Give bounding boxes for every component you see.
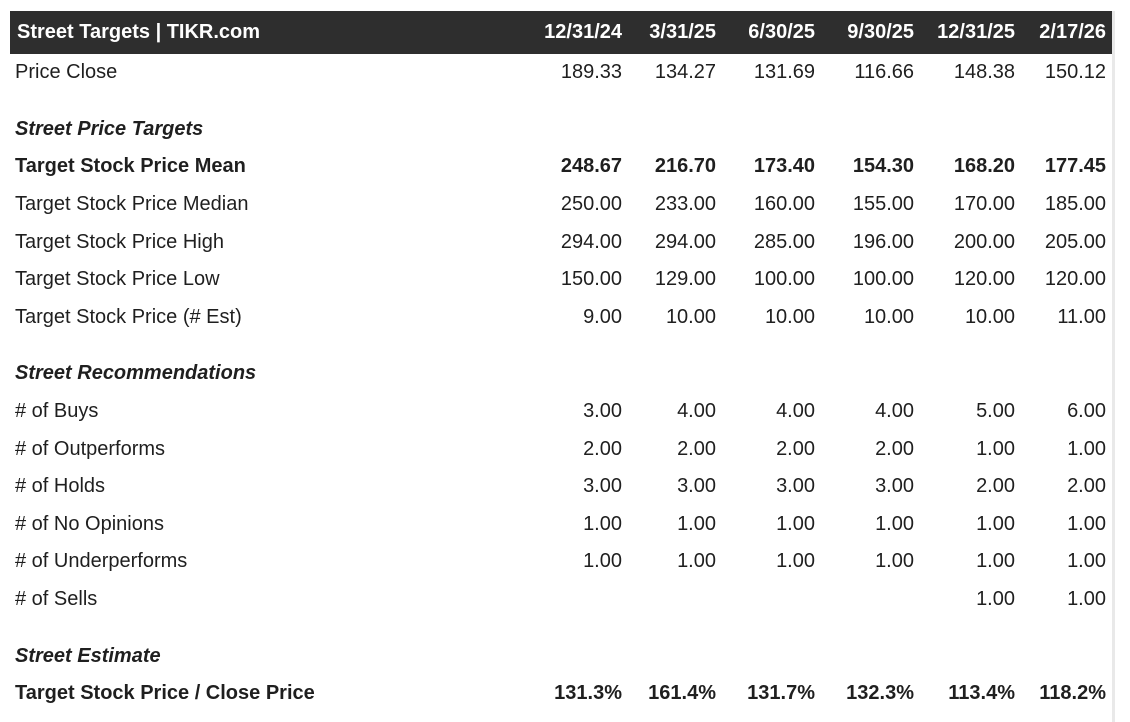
column-header-date[interactable]: 3/31/25 [649,21,716,43]
table-cell: 1.00 [776,512,815,535]
table-cell: 177.45 [1044,155,1106,178]
spacer-row [10,92,1112,111]
table-cell: 3.00 [677,475,716,498]
row-label: # of No Opinions [15,512,164,535]
row-label: # of Sells [15,588,98,611]
table-cell: 2.00 [583,437,622,460]
table-cell: 173.40 [753,155,815,178]
table-cell: 2.00 [976,475,1015,498]
table-cell: 1.00 [1067,512,1106,535]
row-label: # of Outperforms [15,437,166,460]
table-cell: 2.00 [875,437,914,460]
table-cell: 2.00 [776,437,815,460]
table-title: Street Targets | TIKR.com [17,21,261,43]
column-header-date[interactable]: 9/30/25 [847,21,914,43]
table-row-price-close [10,54,1112,92]
table-cell: 2.00 [1067,475,1106,498]
table-cell: 1.00 [976,588,1015,611]
row-label: Price Close [15,61,118,84]
table-cell: 3.00 [776,475,815,498]
table-cell: 1.00 [677,512,716,535]
table-cell: 4.00 [776,400,815,423]
table-cell: 1.00 [776,550,815,573]
table-cell: 233.00 [654,193,716,216]
table-cell: 9.00 [583,305,622,328]
table-cell: 100.00 [852,268,914,291]
table-cell: 150.12 [1044,61,1106,84]
table-cell: 200.00 [953,230,1015,253]
table-header-row [10,11,1112,54]
table-row-underperforms [10,543,1112,581]
table-cell: 6.00 [1067,400,1106,423]
table-row-target-high [10,223,1112,261]
table-cell [514,581,628,619]
table-cell: 129.00 [654,268,716,291]
row-label: Target Stock Price Mean [15,155,246,178]
table-row-target-median [10,186,1112,224]
table-row-target-mean [10,148,1112,186]
table-cell: 1.00 [677,550,716,573]
table-cell: 132.3% [846,682,914,705]
table-cell: 1.00 [1067,588,1106,611]
table-cell: 100.00 [753,268,815,291]
table-cell: 250.00 [560,193,622,216]
table-cell: 196.00 [852,230,914,253]
table-row-target-est-count [10,299,1112,337]
panel-edge-divider [1112,11,1115,722]
table-cell: 5.00 [976,400,1015,423]
table-cell: 168.20 [953,155,1015,178]
table-cell: 131.3% [554,682,622,705]
table-cell: 155.00 [852,193,914,216]
table-cell: 120.00 [1044,268,1106,291]
table-cell: 216.70 [654,155,716,178]
table-cell: 1.00 [583,550,622,573]
table-row-sells [10,581,1112,619]
row-label: Target Stock Price (# Est) [15,305,242,328]
table-cell: 10.00 [665,305,716,328]
table-cell: 185.00 [1044,193,1106,216]
table-cell: 161.4% [648,682,716,705]
row-label: Target Stock Price Low [15,268,220,291]
table-cell: 10.00 [964,305,1015,328]
table-cell: 11.00 [1057,305,1106,328]
table-row-target-close-ratio [10,675,1112,713]
street-targets-table [10,11,1112,713]
table-cell: 2.00 [677,437,716,460]
table-cell: 10.00 [764,305,815,328]
table-cell: 189.33 [560,61,622,84]
table-cell: 10.00 [863,305,914,328]
section-title: Street Price Targets [15,117,204,140]
table-cell: 1.00 [875,512,914,535]
table-cell: 131.7% [747,682,815,705]
row-label: # of Buys [15,400,99,423]
table-cell: 154.30 [852,155,914,178]
table-cell: 294.00 [654,230,716,253]
section-title: Street Estimate [15,644,161,667]
table-cell: 118.2% [1039,682,1106,705]
table-cell [722,581,821,619]
table-cell: 134.27 [654,61,716,84]
table-cell: 150.00 [560,268,622,291]
table-cell [628,581,722,619]
column-header-date[interactable]: 6/30/25 [748,21,815,43]
street-targets-panel [10,11,1112,722]
section-header-street-price-targets [10,111,1112,149]
table-cell: 3.00 [875,475,914,498]
row-label: Target Stock Price High [15,230,224,253]
table-cell: 1.00 [1067,550,1106,573]
table-cell: 3.00 [583,400,622,423]
row-label: Target Stock Price Median [15,193,249,216]
table-cell: 285.00 [753,230,815,253]
table-cell: 3.00 [583,475,622,498]
column-header-date[interactable]: 12/31/24 [544,21,622,43]
row-label: # of Holds [15,475,106,498]
section-header-street-estimate [10,637,1112,675]
table-cell: 170.00 [953,193,1015,216]
spacer-row [10,618,1112,637]
table-cell: 1.00 [1067,437,1106,460]
table-cell: 120.00 [953,268,1015,291]
table-cell: 116.66 [854,61,914,84]
table-row-holds [10,468,1112,506]
spacer-row [10,336,1112,355]
table-cell [821,581,920,619]
table-cell: 248.67 [560,155,622,178]
table-cell: 113.4% [948,682,1015,705]
table-cell: 1.00 [976,437,1015,460]
table-row-outperforms [10,430,1112,468]
row-label: # of Underperforms [15,550,188,573]
table-cell: 4.00 [677,400,716,423]
row-label: Target Stock Price / Close Price [15,682,315,705]
table-cell: 1.00 [976,550,1015,573]
table-row-no-opinions [10,506,1112,544]
table-cell: 1.00 [875,550,914,573]
table-cell: 1.00 [976,512,1015,535]
section-header-street-recommendations [10,355,1112,393]
column-header-date[interactable]: 2/17/26 [1039,21,1106,43]
table-cell: 205.00 [1044,230,1106,253]
table-cell: 148.38 [953,61,1015,84]
table-cell: 131.69 [753,61,815,84]
table-cell: 294.00 [560,230,622,253]
table-row-buys [10,393,1112,431]
column-header-date[interactable]: 12/31/25 [937,21,1015,43]
table-row-target-low [10,261,1112,299]
section-title: Street Recommendations [15,362,257,385]
table-cell: 4.00 [875,400,914,423]
table-cell: 160.00 [753,193,815,216]
table-cell: 1.00 [583,512,622,535]
